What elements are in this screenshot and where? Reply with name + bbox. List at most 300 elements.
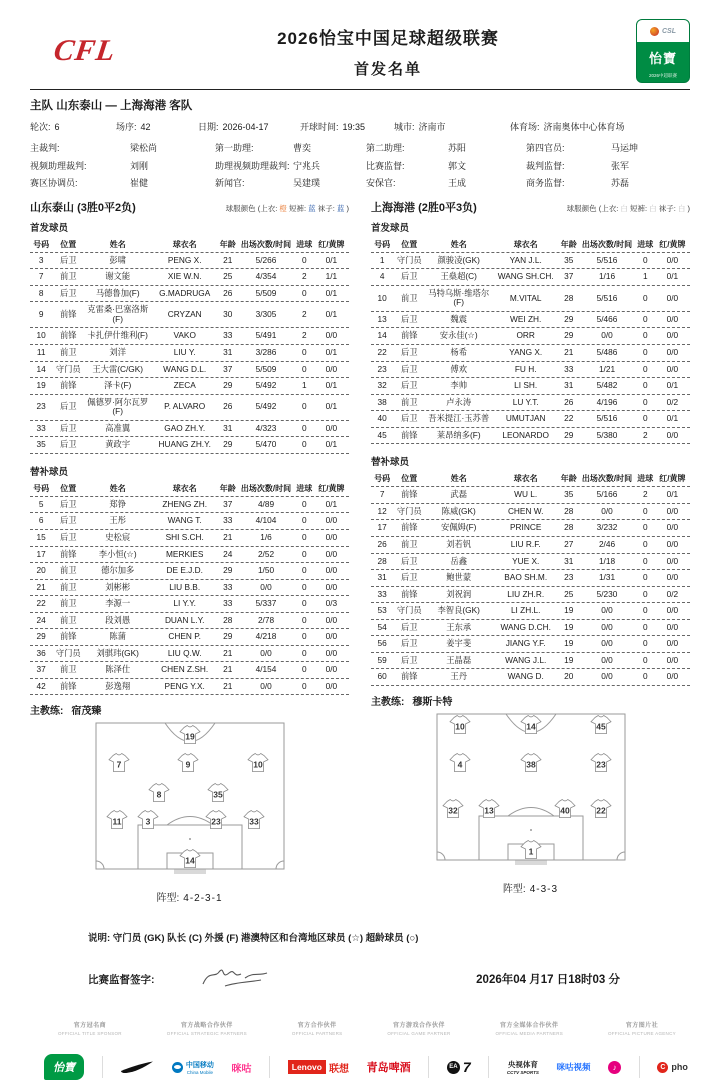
player-cell: 0 bbox=[642, 505, 648, 516]
player-cell: 0/0 bbox=[325, 631, 338, 642]
player-cell: 前卫 bbox=[400, 292, 418, 303]
player-jersey bbox=[520, 752, 542, 777]
player-row bbox=[371, 620, 690, 637]
player-cell: 30 bbox=[223, 309, 233, 320]
player-cell: 卢永涛 bbox=[446, 396, 472, 407]
player-cell: 姜宇斐 bbox=[446, 638, 472, 649]
home-kit-colors bbox=[226, 203, 349, 214]
player-cell: 0/1 bbox=[666, 489, 679, 500]
player-cell: 22 bbox=[377, 347, 387, 358]
player-cell: WU L. bbox=[514, 489, 538, 500]
player-jersey bbox=[179, 849, 201, 874]
player-cell: 19 bbox=[36, 380, 46, 391]
kit-color-word: 蓝 bbox=[336, 203, 347, 213]
player-cell: 21 bbox=[223, 647, 233, 658]
player-cell: 0 bbox=[642, 555, 648, 566]
kit-color-word: 白 bbox=[677, 203, 688, 213]
player-cell: FU H. bbox=[514, 363, 537, 374]
player-cell: 2 bbox=[301, 271, 307, 282]
info-label: 开球时间: bbox=[300, 122, 339, 132]
jersey-icon bbox=[106, 809, 128, 829]
jersey-icon bbox=[179, 849, 201, 869]
column-header: 号码 bbox=[374, 239, 391, 249]
player-cell: 21 bbox=[564, 347, 574, 358]
away-starters-table bbox=[371, 237, 690, 445]
player-cell: 李智良(GK) bbox=[437, 605, 480, 616]
player-cell: 33 bbox=[564, 363, 574, 374]
player-jersey bbox=[148, 782, 170, 807]
player-cell: 4/196 bbox=[596, 396, 618, 407]
player-row bbox=[30, 286, 349, 303]
player-cell: 26 bbox=[223, 287, 233, 298]
player-cell: 0/0 bbox=[666, 555, 679, 566]
player-row bbox=[371, 504, 690, 521]
jersey-icon bbox=[449, 714, 471, 734]
player-cell: 6 bbox=[38, 515, 44, 526]
player-cell: 0 bbox=[642, 363, 648, 374]
badge-emblem bbox=[637, 20, 689, 42]
player-cell: 0/1 bbox=[325, 380, 338, 391]
player-cell: 5/509 bbox=[255, 287, 277, 298]
badge-main-text: 怡寶 bbox=[648, 51, 677, 66]
column-header: 进球 bbox=[296, 239, 313, 249]
away-starters-label: 首发球员 bbox=[371, 222, 410, 234]
home-jerseys bbox=[95, 722, 285, 880]
player-cell: 0/0 bbox=[260, 647, 272, 658]
player-cell: 李小恒(☆) bbox=[98, 548, 137, 559]
player-cell: 29 bbox=[223, 439, 233, 450]
player-cell: 5/492 bbox=[255, 380, 277, 391]
player-row bbox=[30, 530, 349, 547]
player-cell: GAO ZH.Y. bbox=[164, 422, 206, 433]
china-mobile-icon bbox=[172, 1062, 183, 1073]
player-cell: 37 bbox=[223, 363, 233, 374]
home-subs-table bbox=[30, 481, 349, 696]
column-header: 号码 bbox=[33, 483, 50, 493]
player-cell: 后卫 bbox=[400, 313, 418, 324]
player-cell: 王丹 bbox=[450, 671, 468, 682]
player-cell: 0 bbox=[642, 380, 648, 391]
home-subs-label: 替补球员 bbox=[30, 466, 69, 478]
player-jersey bbox=[137, 809, 159, 834]
signature-label: 比赛监督签字: bbox=[88, 973, 155, 986]
svg-text:8: 8 bbox=[156, 789, 162, 800]
player-cell: 35 bbox=[36, 439, 46, 450]
player-cell: 0 bbox=[301, 347, 307, 358]
table-header-row bbox=[371, 237, 690, 253]
svg-text:32: 32 bbox=[447, 805, 458, 816]
player-cell: 0/0 bbox=[260, 581, 272, 592]
player-cell: 31 bbox=[564, 380, 574, 391]
official-name: 崔健 bbox=[130, 178, 149, 189]
player-cell: 0/0 bbox=[325, 422, 338, 433]
signature-datetime: 2026年04 月17 日18时03 分 bbox=[476, 974, 620, 987]
player-cell: 0 bbox=[301, 614, 307, 625]
player-cell: VAKO bbox=[173, 330, 196, 341]
player-cell: 后卫 bbox=[400, 347, 418, 358]
player-row bbox=[30, 328, 349, 345]
player-cell: 前卫 bbox=[400, 396, 418, 407]
jersey-icon bbox=[137, 809, 159, 829]
player-cell: 0 bbox=[301, 548, 307, 559]
player-cell: 45 bbox=[377, 429, 387, 440]
player-cell: 3/305 bbox=[255, 309, 277, 320]
ball-icon bbox=[650, 27, 659, 36]
player-cell: 0/0 bbox=[666, 313, 679, 324]
player-cell: 33 bbox=[223, 581, 233, 592]
player-cell: 卡扎伊什维利(F) bbox=[87, 330, 148, 341]
column-header: 球衣名 bbox=[513, 239, 538, 249]
player-cell: 2/78 bbox=[257, 614, 275, 625]
player-cell: LIU Y. bbox=[173, 347, 196, 358]
player-row bbox=[371, 587, 690, 604]
player-cell: 25 bbox=[223, 271, 233, 282]
player-cell: 0/0 bbox=[666, 347, 679, 358]
player-cell: PRINCE bbox=[510, 522, 542, 533]
player-row bbox=[30, 613, 349, 630]
player-cell: 前锋 bbox=[400, 330, 418, 341]
player-cell: YAN J.L. bbox=[509, 254, 542, 265]
column-header: 号码 bbox=[374, 474, 391, 484]
player-cell: 14 bbox=[377, 330, 387, 341]
jersey-icon bbox=[554, 798, 576, 818]
player-cell: 29 bbox=[564, 330, 574, 341]
player-cell: 0 bbox=[642, 671, 648, 682]
svg-text:4: 4 bbox=[457, 759, 463, 770]
player-cell: 1 bbox=[379, 254, 385, 265]
jersey-icon bbox=[478, 798, 500, 818]
svg-text:1: 1 bbox=[528, 846, 533, 857]
official-label: 赛区协调员: bbox=[30, 178, 78, 189]
player-cell: LIU ZH.R. bbox=[507, 588, 545, 599]
player-cell: 守门员 bbox=[396, 254, 422, 265]
jersey-icon bbox=[207, 782, 229, 802]
player-cell: 38 bbox=[377, 396, 387, 407]
player-row bbox=[371, 520, 690, 537]
svg-text:23: 23 bbox=[596, 759, 606, 770]
player-cell: WANG J.L. bbox=[505, 654, 547, 665]
player-cell: 陈威(GK) bbox=[441, 505, 476, 516]
player-cell: 后卫 bbox=[400, 572, 418, 583]
migu-video-logo: 咪咕视频 bbox=[556, 1062, 591, 1073]
cfl-logo bbox=[30, 34, 140, 68]
jersey-icon bbox=[108, 752, 130, 772]
player-cell: 后卫 bbox=[59, 254, 77, 265]
player-row bbox=[30, 513, 349, 530]
player-cell: 29 bbox=[564, 429, 574, 440]
player-cell: CHEN Z.SH. bbox=[161, 664, 209, 675]
player-cell: 0 bbox=[301, 631, 307, 642]
player-cell: 20 bbox=[36, 565, 46, 576]
player-jersey bbox=[243, 809, 265, 834]
player-cell: M.VITAL bbox=[509, 292, 542, 303]
player-jersey bbox=[590, 798, 612, 823]
player-row bbox=[371, 570, 690, 587]
player-cell: 0/0 bbox=[666, 538, 679, 549]
home-coach-line: 主教练: 宿茂臻 bbox=[30, 706, 102, 718]
player-cell: 0 bbox=[642, 522, 648, 533]
player-cell: 彭逸翔 bbox=[105, 680, 131, 691]
player-cell: 鲍世蒙 bbox=[446, 572, 472, 583]
column-header: 红/黄牌 bbox=[659, 474, 686, 484]
player-cell: 刘骐玮(GK) bbox=[96, 647, 139, 658]
migu-logo: 咪咕 bbox=[231, 1063, 252, 1075]
official-label: 安保官: bbox=[366, 178, 396, 189]
player-cell: 克雷桑·巴塞洛斯(F) bbox=[87, 304, 149, 324]
player-cell: 22 bbox=[36, 598, 46, 609]
player-cell: 21 bbox=[36, 581, 46, 592]
player-row bbox=[371, 328, 690, 345]
partner-category-zh: 官方战略合作伙伴 bbox=[180, 1023, 233, 1030]
player-cell: 0/0 bbox=[601, 330, 613, 341]
player-cell: 0/0 bbox=[325, 664, 338, 675]
player-cell: 0/0 bbox=[601, 621, 613, 632]
player-cell: 0/0 bbox=[601, 654, 613, 665]
player-row bbox=[371, 286, 690, 312]
ic-photo-logo: C pho bbox=[657, 1062, 688, 1073]
player-cell: 前卫 bbox=[59, 664, 77, 675]
jersey-icon bbox=[449, 752, 471, 772]
player-cell: 21 bbox=[223, 254, 233, 265]
player-cell: 37 bbox=[564, 271, 574, 282]
player-cell: 前锋 bbox=[400, 671, 418, 682]
kit-part-label: 上衣: bbox=[260, 203, 280, 213]
player-cell: 0/1 bbox=[325, 254, 338, 265]
svg-text:45: 45 bbox=[596, 721, 606, 732]
legend-note: 说明: 守门员 (GK) 队长 (C) 外援 (F) 港澳特区和台湾地区球员 (☆) 超龄球员 (○) bbox=[88, 933, 419, 945]
player-jersey bbox=[520, 714, 542, 739]
player-cell: 0/0 bbox=[325, 614, 338, 625]
player-cell: LIU B.B. bbox=[169, 581, 201, 592]
player-cell: 0 bbox=[642, 621, 648, 632]
player-row bbox=[371, 395, 690, 412]
away-formation-label: 阵型: 4-3-3 bbox=[502, 883, 559, 895]
player-cell: 莱昂纳多(F) bbox=[436, 429, 481, 440]
table-header-row bbox=[30, 481, 349, 497]
player-cell: 0/0 bbox=[325, 680, 338, 691]
official-label: 主裁判: bbox=[30, 143, 60, 153]
player-cell: 5/380 bbox=[596, 429, 618, 440]
player-cell: 29 bbox=[564, 313, 574, 324]
player-cell: 郑铮 bbox=[109, 498, 127, 509]
player-cell: 后卫 bbox=[400, 413, 418, 424]
kit-part-label: 短裤: bbox=[288, 203, 309, 213]
home-team-header bbox=[30, 199, 349, 215]
player-row bbox=[30, 437, 349, 454]
player-cell: 1/6 bbox=[260, 531, 272, 542]
player-cell: 0/0 bbox=[601, 638, 613, 649]
player-cell: 黄政宇 bbox=[105, 439, 131, 450]
player-cell: 0/0 bbox=[666, 572, 679, 583]
player-cell: 31 bbox=[564, 555, 574, 566]
partner-category-zh: 官方游戏合作伙伴 bbox=[392, 1023, 445, 1030]
player-cell: 守门员 bbox=[55, 363, 81, 374]
player-cell: 5/491 bbox=[255, 330, 277, 341]
player-cell: 0 bbox=[642, 396, 648, 407]
player-jersey bbox=[179, 724, 201, 749]
player-cell: 后卫 bbox=[400, 621, 418, 632]
player-jersey bbox=[449, 752, 471, 777]
player-cell: 0/0 bbox=[666, 605, 679, 616]
player-jersey bbox=[590, 752, 612, 777]
player-cell: 王大雷(C/GK) bbox=[92, 363, 144, 374]
player-cell: HUANG ZH.Y. bbox=[158, 439, 211, 450]
player-cell: 后卫 bbox=[400, 380, 418, 391]
player-cell: 0 bbox=[301, 401, 307, 412]
signature-row bbox=[88, 964, 690, 994]
player-cell: 5/516 bbox=[596, 254, 618, 265]
player-cell: 0/0 bbox=[666, 330, 679, 341]
column-header: 年龄 bbox=[560, 474, 577, 484]
officials-row-3 bbox=[30, 175, 690, 193]
away-jerseys bbox=[436, 713, 626, 871]
player-cell: 5/470 bbox=[255, 439, 277, 450]
info-value: 6 bbox=[54, 122, 60, 132]
player-cell: 前卫 bbox=[59, 598, 77, 609]
player-cell: 0/0 bbox=[666, 254, 679, 265]
partner-category-zh: 官方合作伙伴 bbox=[297, 1023, 337, 1030]
svg-text:22: 22 bbox=[596, 805, 606, 816]
player-cell: 3 bbox=[38, 254, 44, 265]
player-cell: 0 bbox=[301, 498, 307, 509]
player-jersey bbox=[106, 809, 128, 834]
player-cell: 2 bbox=[642, 489, 648, 500]
csl-yibao-badge bbox=[636, 19, 690, 83]
player-cell: 佩德罗·阿尔瓦罗(F) bbox=[87, 396, 149, 417]
jersey-icon bbox=[179, 724, 201, 744]
player-cell: 8 bbox=[38, 287, 44, 298]
player-cell: G.MADRUGA bbox=[159, 287, 211, 298]
column-header: 出场次数/时间 bbox=[581, 239, 633, 249]
logo-divider bbox=[488, 1056, 489, 1078]
official-name: 梁松尚 bbox=[130, 143, 158, 153]
player-cell: 29 bbox=[36, 631, 46, 642]
column-header: 出场次数/时间 bbox=[240, 483, 292, 493]
player-cell: 37 bbox=[223, 498, 233, 509]
player-cell: 29 bbox=[223, 631, 233, 642]
column-header: 姓名 bbox=[450, 239, 467, 249]
player-cell: 5/230 bbox=[596, 588, 618, 599]
player-cell: 安永佳(☆) bbox=[439, 330, 478, 341]
player-cell: 0/0 bbox=[325, 515, 338, 526]
player-cell: 9 bbox=[38, 309, 44, 320]
player-cell: 2/46 bbox=[598, 538, 616, 549]
column-header: 位置 bbox=[60, 239, 77, 249]
player-cell: JIANG Y.F. bbox=[505, 638, 546, 649]
player-cell: 0 bbox=[301, 515, 307, 526]
player-cell: LI Y.Y. bbox=[173, 598, 196, 609]
official-label: 第一助理: bbox=[215, 143, 254, 153]
player-cell: 5/482 bbox=[596, 380, 618, 391]
svg-text:14: 14 bbox=[525, 721, 536, 732]
player-cell: 0/3 bbox=[325, 598, 338, 609]
kit-color-word: 蓝 bbox=[308, 203, 318, 213]
player-row bbox=[371, 428, 690, 445]
partner-category-zh: 官方图片社 bbox=[625, 1023, 659, 1030]
player-cell: 0 bbox=[642, 347, 648, 358]
svg-text:9: 9 bbox=[185, 759, 190, 770]
column-header: 红/黄牌 bbox=[659, 239, 686, 249]
player-cell: 前锋 bbox=[59, 631, 77, 642]
player-cell: ZECA bbox=[173, 380, 196, 391]
player-cell: 0 bbox=[301, 422, 307, 433]
player-cell: 10 bbox=[36, 330, 46, 341]
player-cell: 0 bbox=[642, 292, 648, 303]
away-team-header bbox=[371, 199, 690, 215]
player-cell: 0/0 bbox=[666, 638, 679, 649]
header-divider bbox=[30, 89, 690, 90]
player-cell: 0/1 bbox=[325, 439, 338, 450]
official-name: 吴建璞 bbox=[293, 178, 321, 189]
jersey-icon bbox=[520, 752, 542, 772]
column-header: 进球 bbox=[637, 239, 654, 249]
player-cell: PENG X. bbox=[167, 254, 202, 265]
player-cell: 0/1 bbox=[325, 401, 338, 412]
player-cell: 24 bbox=[36, 614, 46, 625]
player-cell: 0/0 bbox=[325, 548, 338, 559]
column-header: 年龄 bbox=[219, 239, 236, 249]
player-row bbox=[371, 537, 690, 554]
jersey-icon bbox=[590, 714, 612, 734]
player-cell: P. ALVARO bbox=[164, 401, 206, 412]
player-row bbox=[30, 646, 349, 663]
player-cell: 前卫 bbox=[59, 614, 77, 625]
player-cell: 4/104 bbox=[255, 515, 277, 526]
player-cell: 陈泽仕 bbox=[105, 664, 131, 675]
partner-category-zh: 官方冠名商 bbox=[73, 1023, 107, 1030]
player-cell: 35 bbox=[564, 489, 574, 500]
svg-text:40: 40 bbox=[559, 805, 570, 816]
player-cell: 2 bbox=[301, 309, 307, 320]
player-cell: 2/52 bbox=[257, 548, 275, 559]
player-cell: 40 bbox=[377, 413, 387, 424]
player-cell: 0/1 bbox=[325, 287, 338, 298]
player-row bbox=[30, 345, 349, 362]
player-row bbox=[30, 269, 349, 286]
official-label: 新闻官: bbox=[215, 178, 245, 189]
player-cell: 33 bbox=[36, 422, 46, 433]
partner-category-zh: 官方全媒体合作伙伴 bbox=[500, 1023, 559, 1030]
player-cell: 0 bbox=[642, 605, 648, 616]
column-header: 进球 bbox=[296, 483, 313, 493]
kit-part-label: 袜子: bbox=[317, 203, 337, 213]
home-starters-table bbox=[30, 237, 349, 454]
info-label: 体育场: bbox=[510, 122, 540, 132]
player-cell: 前锋 bbox=[400, 522, 418, 533]
player-cell: LU Y.T. bbox=[512, 396, 539, 407]
away-team-column bbox=[371, 199, 690, 905]
column-header: 进球 bbox=[637, 474, 654, 484]
sheet-title: 首发名单 bbox=[353, 60, 422, 78]
player-cell: 54 bbox=[377, 621, 387, 632]
player-cell: 后卫 bbox=[400, 555, 418, 566]
player-cell: 29 bbox=[223, 380, 233, 391]
player-cell: 1/31 bbox=[598, 572, 616, 583]
player-cell: 28 bbox=[564, 292, 574, 303]
match-info-field bbox=[394, 120, 496, 133]
player-cell: 守门员 bbox=[396, 605, 422, 616]
column-header: 出场次数/时间 bbox=[581, 474, 633, 484]
away-subs-table bbox=[371, 471, 690, 686]
player-cell: 0 bbox=[301, 254, 307, 265]
player-row bbox=[371, 411, 690, 428]
player-cell: 14 bbox=[36, 363, 46, 374]
player-cell: 7 bbox=[379, 489, 385, 500]
player-cell: 0 bbox=[642, 588, 648, 599]
player-cell: LEONARDO bbox=[502, 429, 549, 440]
player-cell: 56 bbox=[377, 638, 387, 649]
info-value: 19:35 bbox=[342, 122, 366, 132]
